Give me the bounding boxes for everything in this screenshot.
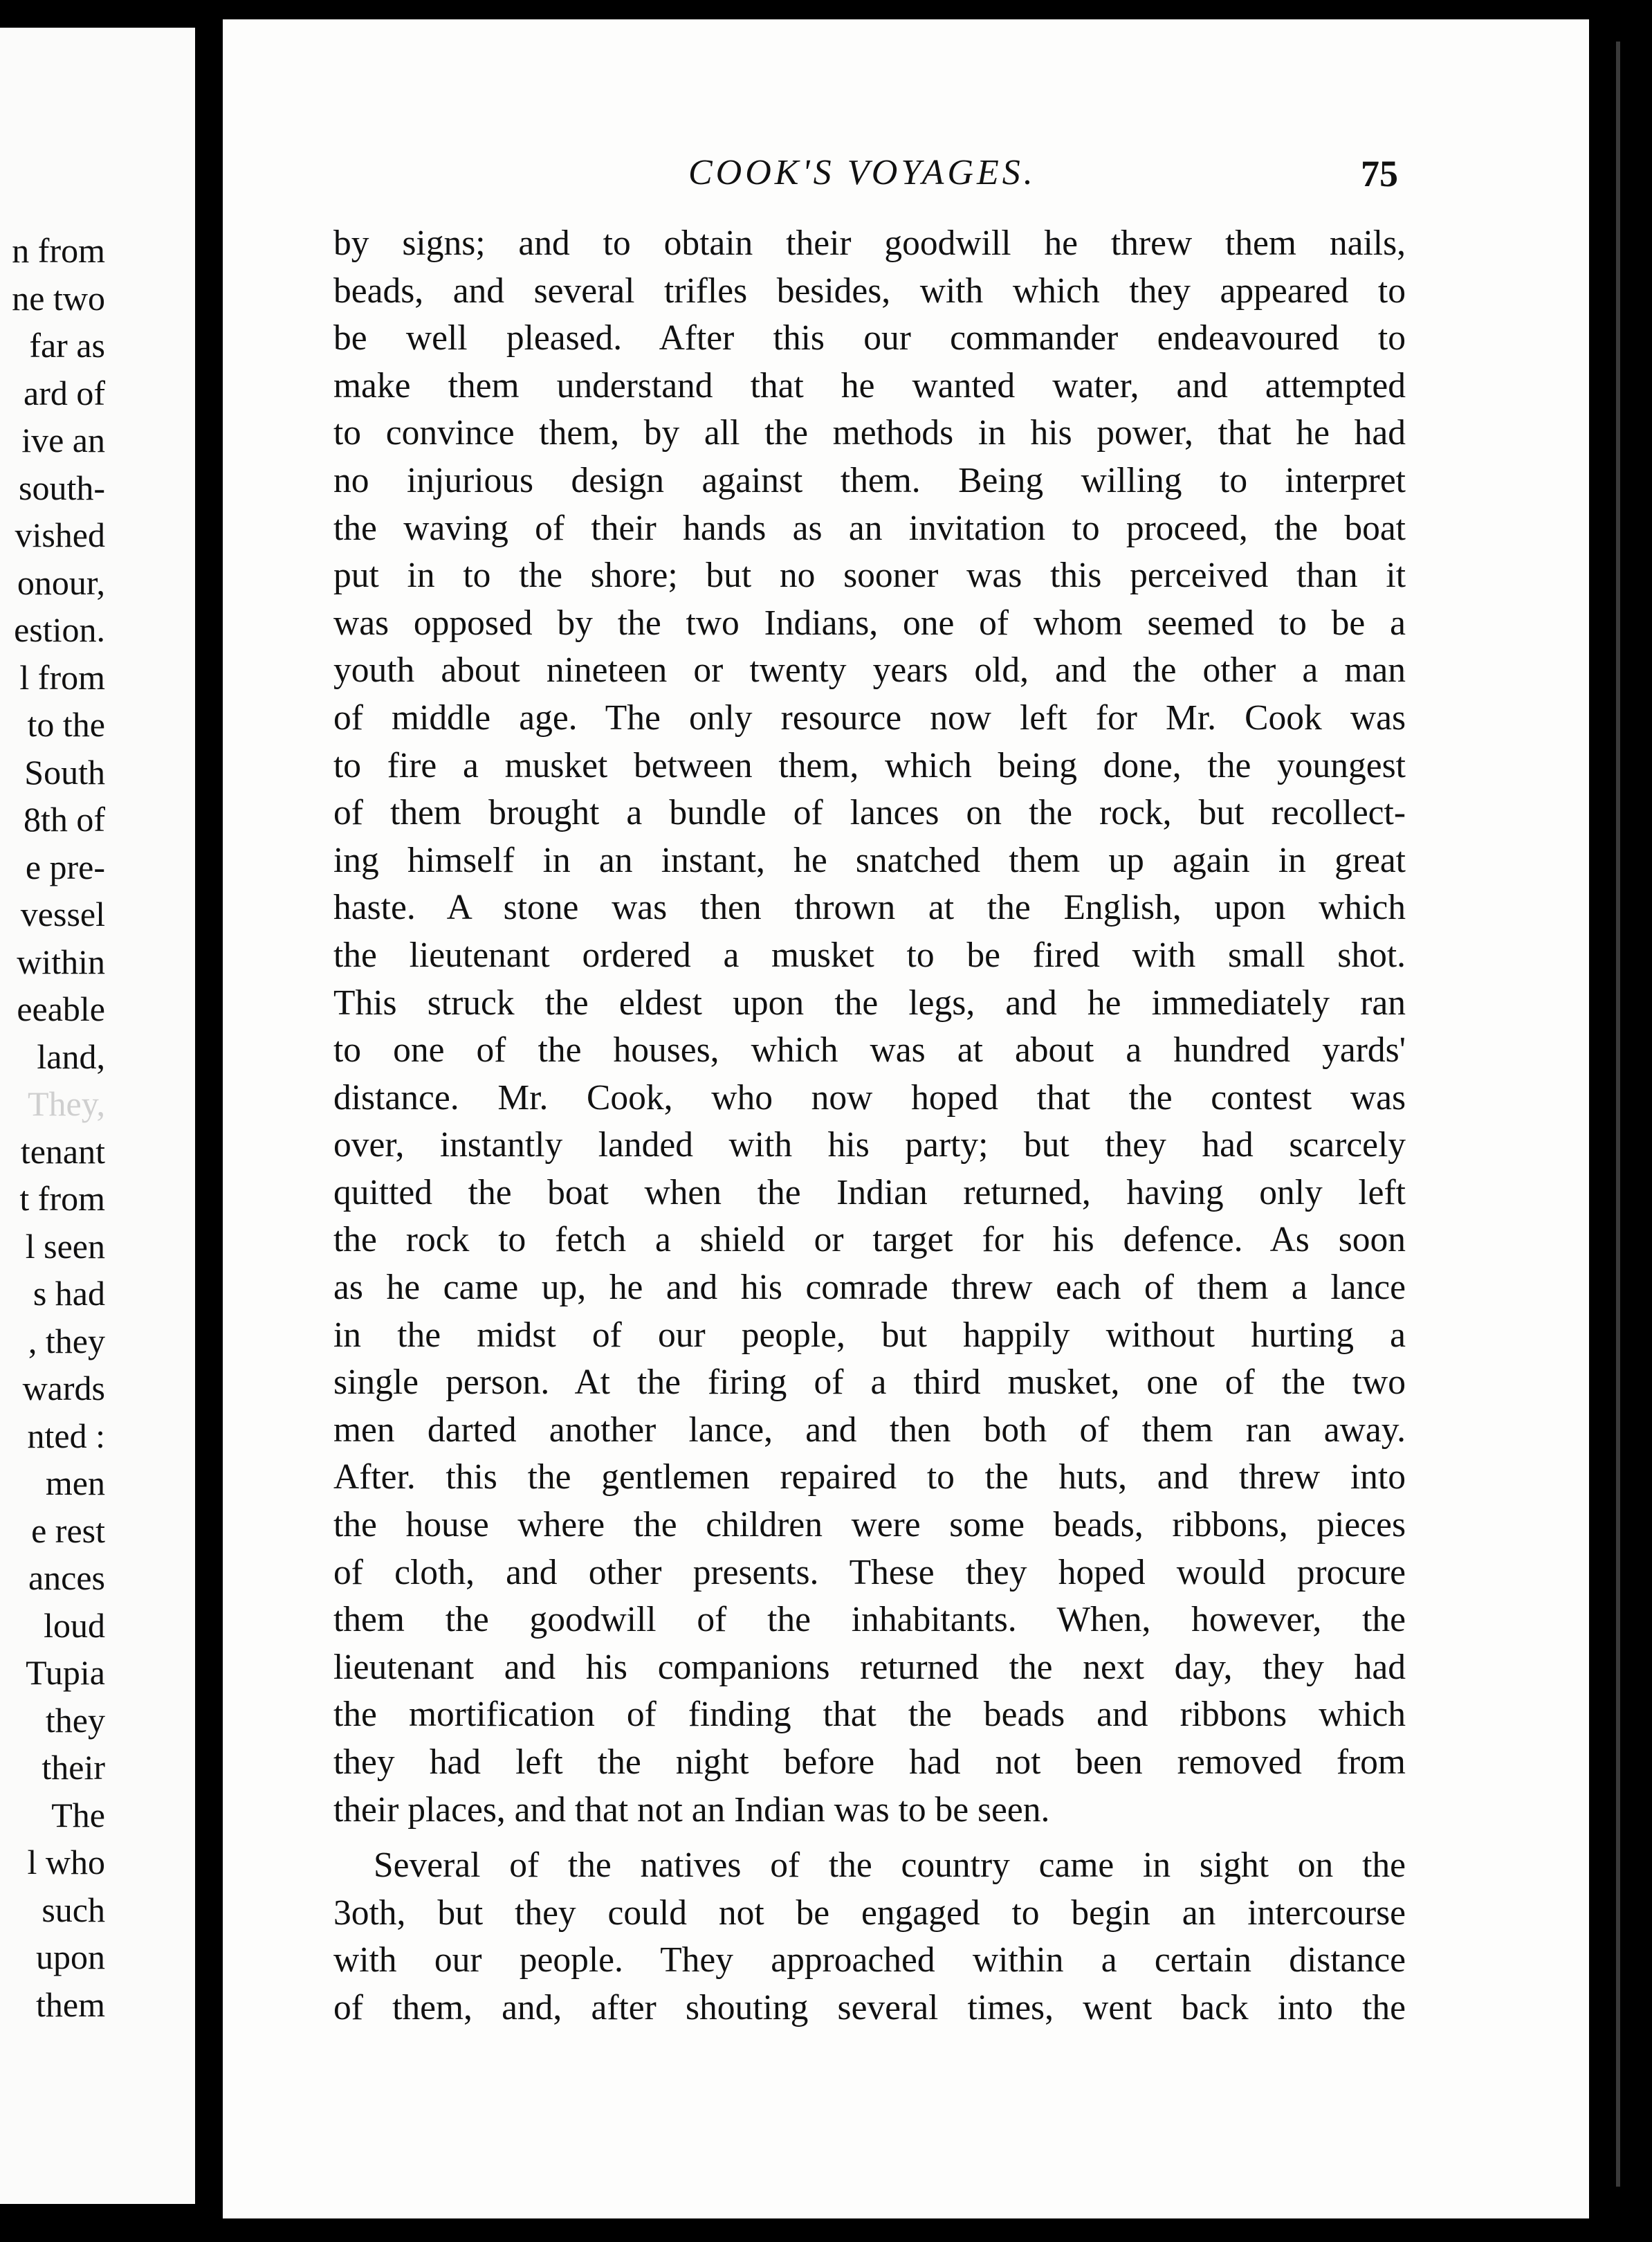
text-line: of middle age. The only resource now left for Mr. Cook was (333, 698, 1406, 738)
running-head (223, 152, 1589, 208)
text-line: single person. At the firing of a third musket, one of the two (333, 1362, 1406, 1403)
previous-page-line: loud (44, 1605, 105, 1645)
previous-page-line: They, (28, 1084, 105, 1123)
previous-page-line: n from (12, 231, 105, 270)
text-line: 3oth, but they could not be engaged to begin an intercourse (333, 1893, 1406, 1933)
previous-page-line: wards (22, 1369, 105, 1407)
text-line: put in to the shore; but no sooner was this perceived than it (333, 556, 1406, 596)
text-line: make them understand that he wanted water, and attempted (333, 365, 1406, 405)
text-line: in the midst of our people, but happily without hurting a (333, 1315, 1406, 1355)
previous-page-line: ances (28, 1558, 105, 1597)
text-line: lieutenant and his companions returned the next day, they had (333, 1647, 1406, 1687)
previous-page-line: they (45, 1700, 105, 1740)
book-page (223, 19, 1589, 2218)
text-line: of them brought a bundle of lances on the rock, but recollect- (333, 793, 1406, 833)
previous-page-line: within (17, 942, 105, 981)
text-line: as he came up, he and his comrade threw each of them a lance (333, 1268, 1406, 1308)
text-line: haste. A stone was then thrown at the English, upon which (333, 888, 1406, 928)
text-line: they had left the night before had not been removed from (333, 1742, 1406, 1782)
text-line: with our people. They approached within a certain distance (333, 1940, 1406, 1980)
previous-page-line: onour, (17, 563, 105, 602)
body-text (333, 220, 1406, 2032)
previous-page-line: ne two (12, 278, 105, 318)
previous-page-line: to the (27, 705, 105, 744)
previous-page-line: tenant (20, 1131, 105, 1171)
text-line: distance. Mr. Cook, who now hoped that the contest was (333, 1077, 1406, 1118)
text-line: beads, and several trifles besides, with which they appeared to (333, 271, 1406, 311)
previous-page-line: ard of (24, 373, 105, 412)
text-line: After. this the gentlemen repaired to the huts, and threw into (333, 1457, 1406, 1497)
previous-page-line: far as (29, 326, 105, 365)
text-line: Several of the natives of the country came in sight on the (374, 1845, 1406, 1886)
text-line: no injurious design against them. Being willing to interpret (333, 460, 1406, 500)
right-edge-line (1616, 42, 1620, 2187)
text-line: the waving of their hands as an invitation to proceed, the boat (333, 508, 1406, 548)
text-line: the mortification of finding that the beads and ribbons which (333, 1695, 1406, 1735)
previous-page-line: l who (27, 1843, 105, 1881)
previous-page-line: l from (19, 657, 105, 697)
running-title: COOK'S VOYAGES. (688, 153, 1036, 192)
previous-page-line: their (42, 1748, 105, 1787)
text-line: was opposed by the two Indians, one of whom seemed to be a (333, 603, 1406, 643)
previous-page-line: ive an (21, 421, 105, 459)
previous-page-line: 8th of (23, 800, 105, 839)
text-line: men darted another lance, and then both of them ran away. (333, 1410, 1406, 1450)
previous-page-line: land, (37, 1037, 105, 1076)
text-line: be well pleased. After this our commander endeavoured to (333, 318, 1406, 358)
text-line: to one of the houses, which was at about a hundred yards' (333, 1030, 1406, 1070)
text-line: over, instantly landed with his party; but they had scarcely (333, 1125, 1406, 1165)
previous-page-line: t from (19, 1179, 105, 1218)
previous-page-line: estion. (14, 610, 105, 649)
text-line: the lieutenant ordered a musket to be fired with small shot. (333, 935, 1406, 975)
text-line: This struck the eldest upon the legs, and he immediately ran (333, 983, 1406, 1023)
text-line: their places, and that not an Indian was to be seen. (333, 1789, 1050, 1830)
previous-page-line: The (51, 1795, 105, 1834)
text-line: quitted the boat when the Indian returned, having only left (333, 1172, 1406, 1212)
page-number: 75 (1361, 153, 1398, 194)
previous-page-line: e rest (31, 1511, 105, 1550)
previous-page-line: south- (19, 468, 105, 507)
paragraph-2 (333, 1842, 1406, 2032)
previous-page-line: vessel (20, 895, 105, 933)
text-line: to fire a musket between them, which being done, the youngest (333, 745, 1406, 785)
text-line: to convince them, by all the methods in his power, that he had (333, 413, 1406, 453)
right-book-edge (1589, 0, 1652, 2242)
text-line: them the goodwill of the inhabitants. When, however, the (333, 1600, 1406, 1640)
previous-page-line: upon (36, 1938, 105, 1976)
text-line: the rock to fetch a shield or target for his defence. As soon (333, 1220, 1406, 1260)
previous-page-line: , they (28, 1321, 105, 1360)
text-line: the house where the children were some beads, ribbons, pieces (333, 1505, 1406, 1545)
book-gutter (195, 0, 223, 2242)
previous-page-line: them (36, 1985, 105, 2024)
previous-page-line: eeable (17, 990, 105, 1028)
text-line: by signs; and to obtain their goodwill he threw them nails, (333, 224, 1406, 263)
paragraph-1 (333, 220, 1406, 1834)
previous-page-line: vished (15, 516, 105, 554)
previous-page-line: South (24, 752, 105, 792)
text-line: of them, and, after shouting several times, went back into the (333, 1987, 1406, 2027)
previous-page-line: such (42, 1890, 105, 1929)
previous-page-line: nted : (27, 1416, 105, 1455)
text-line: youth about nineteen or twenty years old, and the other a man (333, 650, 1406, 691)
previous-page (0, 28, 197, 2204)
previous-page-line: s had (33, 1274, 105, 1313)
previous-page-line: l seen (25, 1226, 105, 1266)
previous-page-line: Tupia (26, 1653, 105, 1692)
text-line: ing himself in an instant, he snatched them up again in great (333, 840, 1406, 880)
previous-page-line: men (45, 1464, 105, 1502)
previous-page-text (12, 227, 105, 2028)
text-line: of cloth, and other presents. These they hoped would procure (333, 1552, 1406, 1592)
previous-page-line: e pre- (25, 847, 105, 886)
